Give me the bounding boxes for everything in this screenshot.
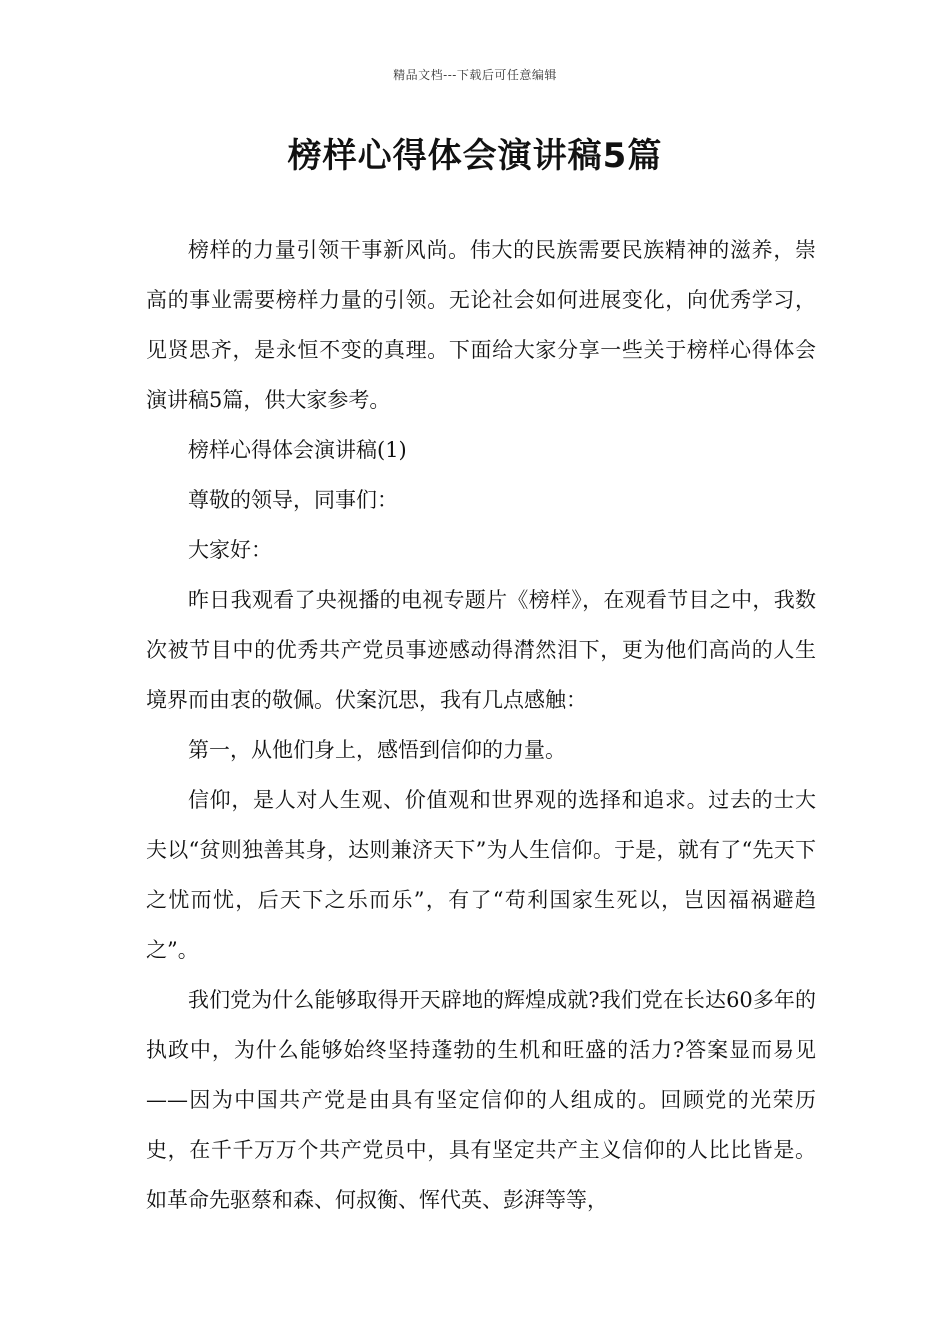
header-note: 精品文档---下载后可任意编辑 — [393, 68, 557, 82]
document-title: 榜样心得体会演讲稿5篇 — [287, 136, 663, 176]
paragraph-section-heading: 榜样心得体会演讲稿(1) — [188, 438, 407, 462]
paragraph-body: 我们党为什么能够取得开天辟地的辉煌成就?我们党在长达60多年的执政中，为什么能够始终坚持蓬勃的生机和旺盛的活力?答案显而易见——因为中国共产党是由具有坚定信仰的人组成的。回顾党的光荣历史，在千千万万个共产党员中，具有坚定共产主义信仰的人比比皆是。如革命先驱蔡和森、何叔衡、恽代英、彭湃等等， — [146, 988, 816, 1212]
paragraph-salutation: 尊敬的领导，同事们： — [188, 488, 398, 512]
paragraph-intro: 榜样的力量引领干事新风尚。伟大的民族需要民族精神的滋养，崇高的事业需要榜样力量的引领。无论社会如何进展变化，向优秀学习，见贤思齐，是永恒不变的真理。下面给大家分享一些关于榜样心得体会演讲稿5篇，供大家参考。 — [146, 238, 816, 412]
paragraph-point-one: 第一，从他们身上，感悟到信仰的力量。 — [188, 738, 566, 762]
paragraph-greeting: 大家好： — [188, 538, 272, 562]
paragraph-body: 信仰，是人对人生观、价值观和世界观的选择和追求。过去的士大夫以“贫则独善其身，达则兼济天下”为人生信仰。于是，就有了“先天下之忧而忧，后天下之乐而乐”，有了“苟利国家生死以，岂因福祸避趋之”。 — [146, 788, 816, 962]
paragraph-body: 昨日我观看了央视播的电视专题片《榜样》，在观看节目之中，我数次被节目中的优秀共产党员事迹感动得潸然泪下，更为他们高尚的人生境界而由衷的敬佩。伏案沉思，我有几点感触： — [146, 588, 816, 712]
document-body — [146, 225, 816, 1225]
